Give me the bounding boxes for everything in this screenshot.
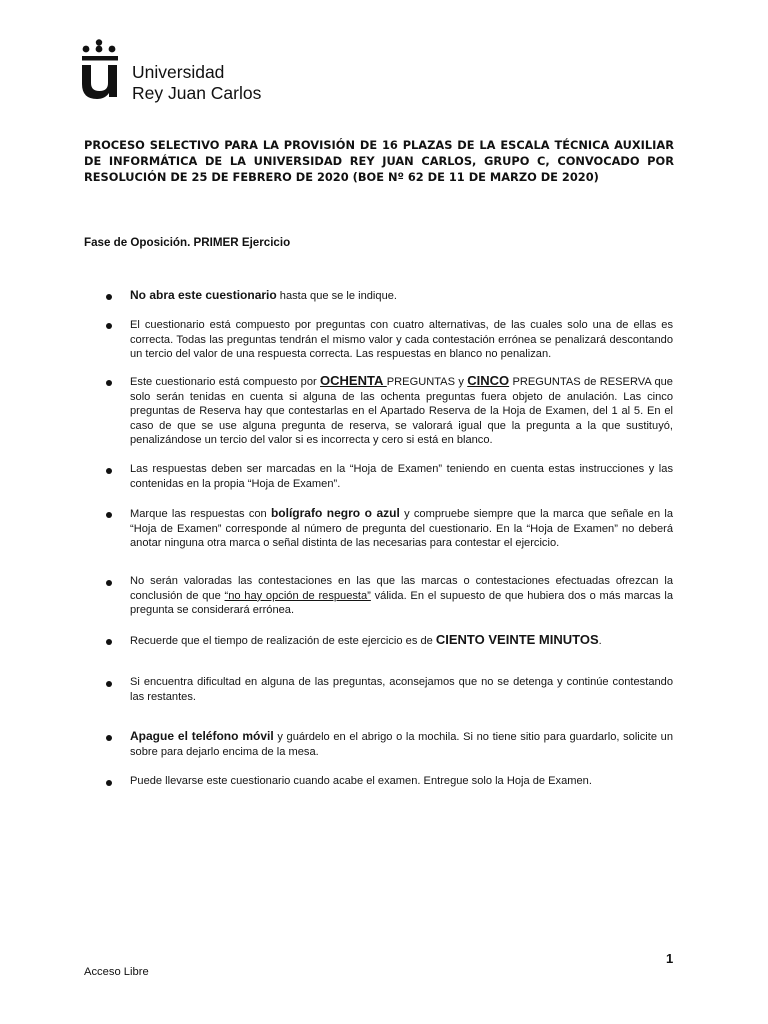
instruction-item-9 [130,729,673,759]
instruction-item-8: Si encuentra dificultad en alguna de las preguntas, aconsejamos que no se detenga y continúe contestando las restantes. [130,676,673,703]
instruction-3-cinco: CINCO [467,373,510,388]
instruction-7-text-c: . [598,635,602,647]
instruction-item-2: El cuestionario está compuesto por preguntas con cuatro alternativas, de las cuales solo una de ellas es correcta. Todas las preguntas tendrán el mismo valor y cada contestación errónea se penalizará descontando un tercio del valor de una respuesta correcta. Las respuestas en blanco no penalizan. [130,319,673,361]
instruction-6-underlined: “no hay opción de respuesta” [224,589,371,602]
instruction-item-6 [130,574,673,618]
bullet-dot [106,780,112,786]
instruction-9-bold: Apague el teléfono móvil [130,729,274,743]
bullet-dot [106,580,112,586]
instruction-7-bold: CIENTO VEINTE MINUTOS [435,632,599,647]
instruction-item-10: Puede llevarse este cuestionario cuando acabe el examen. Entregue solo la Hoja de Examen. [130,775,592,787]
logo-line-1: Universidad [132,62,225,82]
instruction-1-text: hasta que se le indique. [276,290,397,302]
bullet-dot [106,681,112,687]
bullet-dot [106,639,112,645]
instruction-6-text-a: No serán valoradas las contestaciones en las que las marcas o contestaciones efectuadas ofrezcan la conclusión de que [130,575,673,602]
page-number: 1 [666,951,674,966]
instruction-item-3 [130,374,673,448]
logo-line-2: Rey Juan Carlos [132,83,262,103]
instruction-5-text-a: Marque las respuestas con [130,508,271,520]
instruction-3-text-e: PREGUNTAS de RESERVA que solo serán tenidas en cuenta si alguna de las ochenta preguntas fuera objeto de anulación. Las cinco preguntas de Reserva hay que contestarlas en el Apartado Reserva de la Hoja de Examen, del 1 al 5. En el caso de que se use alguna pregunta de reserva, se valorará igual que la pregunta a la que sustituyó, penalizándose un tercio del valor si es incorrecta y cero si está en blanco. [130,376,673,447]
instruction-5-text-c: y compruebe siempre que la marca que señale en la “Hoja de Examen” corresponde al número de pregunta del cuestionario. En la “Hoja de Examen” no deberá anotar ninguna otra marca o señal distinta de las necesarias para contestar el ejercicio. [130,508,674,550]
instruction-item-1 [130,288,673,304]
instruction-item-5 [130,506,673,551]
instruction-3-text-a: Este cuestionario está compuesto por [130,376,321,388]
instruction-item-7 [130,633,673,649]
bullet-dot [106,323,112,329]
bullet-dot [106,380,112,386]
university-logo [80,38,280,108]
instruction-9-text: y guárdelo en el abrigo o la mochila. Si no tiene sitio para guardarlo, solicite un sobre para dejarlo encima de la mesa. [130,731,673,758]
instruction-5-bold: bolígrafo negro o azul [270,506,400,520]
bullet-dot [106,294,112,300]
bullet-dot [106,512,112,518]
instruction-item-4: Las respuestas deben ser marcadas en la “Hoja de Examen” teniendo en cuenta estas instrucciones y las contenidas en la propia “Hoja de Examen”. [130,463,673,490]
bullet-dot [106,735,112,741]
instruction-1-bold: No abra este cuestionario [130,288,277,302]
instruction-3-text-c: PREGUNTAS y [386,376,468,388]
document-title: PROCESO SELECTIVO PARA LA PROVISIÓN DE 16 PLAZAS DE LA ESCALA TÉCNICA AUXILIAR DE INFORMÁTICA DE LA UNIVERSIDAD REY JUAN CARLOS, GRUPO C, CONVOCADO POR RESOLUCIÓN DE 25 DE FEBRERO DE 2020 (BOE Nº 62 DE 11 DE MARZO DE 2020) [84,138,674,184]
instruction-3-ochenta: OCHENTA [320,373,387,388]
urjc-emblem-icon [80,38,130,108]
instruction-7-text-a: Recuerde que el tiempo de realización de este ejercicio es de [130,635,436,647]
bullet-dot [106,468,112,474]
footer-access-label: Acceso Libre [84,966,149,978]
instruction-6-text-c: válida. En el supuesto de que hubiera dos o más marcas la pregunta se considerará errónea. [130,589,673,617]
phase-heading: Fase de Oposición. PRIMER Ejercicio [84,236,291,249]
